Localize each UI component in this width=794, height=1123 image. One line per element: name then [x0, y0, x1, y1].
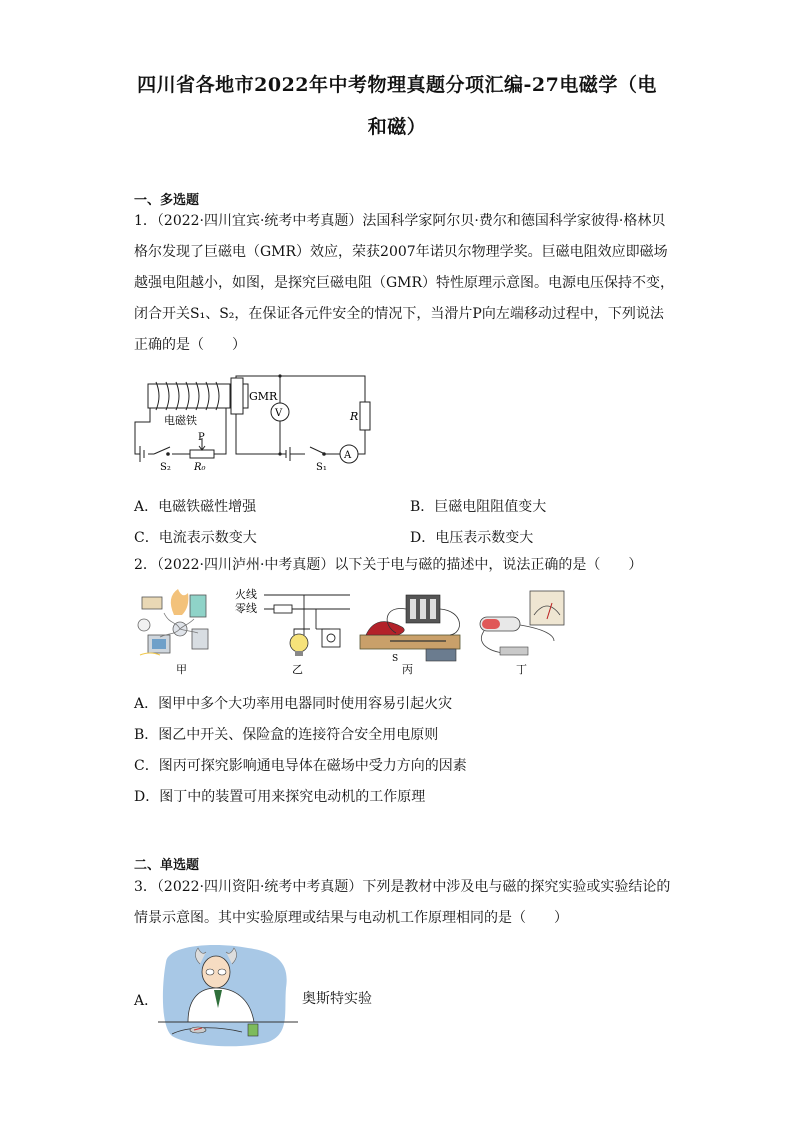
switch-s1-label: S₁ — [316, 462, 327, 473]
oersted-experiment-illustration — [158, 942, 298, 1050]
q1-option-b[interactable]: B．巨磁电阻阻值变大 — [410, 499, 547, 515]
q2-stem: 2．（2022·四川泸州·中考真题）以下关于电与磁的描述中，说法正确的是（ ） — [134, 557, 643, 573]
q1-option-d[interactable]: D．电压表示数变大 — [410, 530, 534, 546]
neutral-wire-label: 零线 — [235, 602, 257, 615]
light-bulb-icon — [290, 634, 308, 652]
q3-line-2: 情景示意图。其中实验原理或结果与电动机工作原理相同的是（ ） — [134, 910, 568, 926]
electromagnet-label: 电磁铁 — [164, 414, 197, 427]
document-title-line2: 和磁） — [367, 116, 427, 138]
section-heading-multiple-choice: 一、多选题 — [134, 193, 200, 208]
live-wire-label: 火线 — [235, 588, 257, 601]
q3-option-a-caption: 奥斯特实验 — [302, 991, 372, 1007]
q2-figure-panels — [134, 585, 594, 680]
figure-ding-experiment-icon — [480, 591, 564, 655]
document-title-line1: 四川省各地市2022年中考物理真题分项汇编-27电磁学（电 — [137, 74, 657, 96]
figure-label-ding: 丁 — [516, 663, 527, 676]
figure-label-yi: 乙 — [292, 663, 303, 676]
q1-option-a[interactable]: A．电磁铁磁性增强 — [134, 499, 257, 515]
q3-line-1: 3．（2022·四川资阳·统考中考真题）下列是教材中涉及电与磁的探究实验或实验结论的 — [134, 879, 671, 895]
q1-option-c[interactable]: C．电流表示数变大 — [134, 530, 257, 546]
q1-line-2: 格尔发现了巨磁电（GMR）效应，荣获2007年诺贝尔物理学奖。巨磁电阻效应即磁场 — [134, 244, 668, 260]
q2-option-a[interactable]: A．图甲中多个大功率用电器同时使用容易引起火灾 — [134, 696, 453, 712]
q3-option-a[interactable]: A． — [134, 993, 159, 1009]
voltmeter-label: V — [275, 408, 283, 419]
rheostat-r0-label: R₀ — [194, 462, 206, 473]
switch-s2-label: S₂ — [160, 462, 171, 473]
gmr-label: GMR — [249, 390, 278, 403]
q1-line-4: 闭合开关S₁、S₂，在保证各元件安全的情况下，当滑片P向左端移动过程中，下列说法 — [134, 306, 664, 322]
ammeter-label: A — [344, 450, 352, 461]
q2-option-b[interactable]: B．图乙中开关、保险盒的连接符合安全用电原则 — [134, 727, 439, 743]
q1-line-3: 越强电阻越小，如图，是探究巨磁电阻（GMR）特性原理示意图。电源电压保持不变， — [134, 275, 675, 291]
q2-option-c[interactable]: C．图丙可探究影响通电导体在磁场中受力方向的因素 — [134, 758, 467, 774]
q2-option-d[interactable]: D．图丁中的装置可用来探究电动机的工作原理 — [134, 789, 426, 805]
slider-p-label: P — [198, 432, 205, 443]
resistor-r-label: R — [350, 410, 359, 423]
section-heading-single-choice: 二、单选题 — [134, 858, 200, 873]
q1-line-5: 正确的是（ ） — [134, 337, 246, 353]
figure-label-jia: 甲 — [176, 663, 187, 676]
q1-line-1: 1．（2022·四川宜宾·统考中考真题）法国科学家阿尔贝·费尔和德国科学家彼得·格林贝 — [134, 213, 666, 229]
figure-label-bing: 丙 — [402, 663, 413, 676]
figure-bing-s-label: S — [392, 654, 399, 664]
figure-bing-experiment-icon — [360, 595, 460, 661]
q1-circuit-diagram — [130, 372, 380, 482]
figure-jia-appliances-icon — [138, 589, 208, 655]
